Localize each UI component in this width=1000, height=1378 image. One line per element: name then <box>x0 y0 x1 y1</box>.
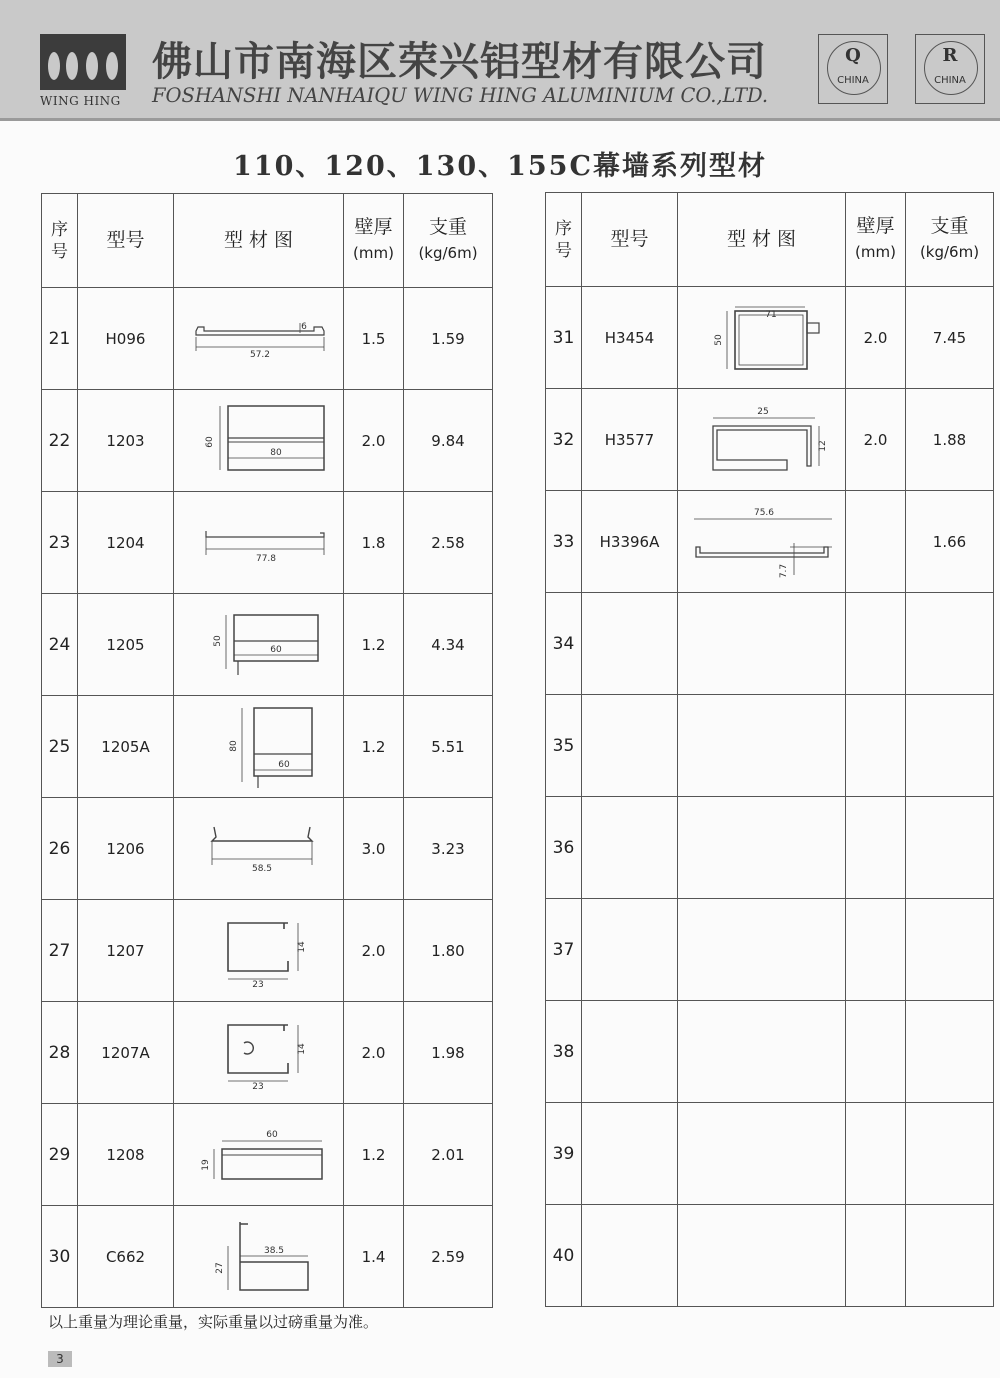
table-row <box>42 1002 493 1104</box>
row-weight: 4.34 <box>404 594 493 696</box>
profile-drawing <box>174 696 344 798</box>
row-weight: 7.45 <box>906 287 994 389</box>
row-wall <box>846 1103 906 1205</box>
row-wall: 1.2 <box>344 594 404 696</box>
profile-drawing <box>678 797 846 899</box>
row-weight: 2.59 <box>404 1206 493 1308</box>
table-row <box>546 593 994 695</box>
table-row <box>42 492 493 594</box>
dim-label: 71 <box>764 309 777 320</box>
table-header-row <box>546 193 994 287</box>
row-wall: 2.0 <box>846 389 906 491</box>
cert-r-badge <box>915 34 985 104</box>
table-header-row <box>42 194 493 288</box>
row-seq: 31 <box>546 287 582 389</box>
table-row <box>546 491 994 593</box>
profile-drawing <box>678 389 846 491</box>
dim-label: 23 <box>251 979 264 990</box>
table-row <box>42 594 493 696</box>
row-wall: 1.5 <box>344 288 404 390</box>
row-wall: 1.2 <box>344 696 404 798</box>
row-wall <box>846 1205 906 1307</box>
row-seq: 23 <box>42 492 78 594</box>
weight-unit: (kg/6m) <box>418 244 478 262</box>
col-header-drawing: 型 材 图 <box>678 193 846 287</box>
col-header-model: 型号 <box>582 193 678 287</box>
cert-r-country: CHINA <box>934 75 966 86</box>
table-row <box>546 1103 994 1205</box>
row-model: 1207 <box>78 900 174 1002</box>
profile-drawing <box>174 1104 344 1206</box>
dim-label: 23 <box>251 1081 264 1092</box>
dim-label: 60 <box>265 1129 278 1140</box>
weight-unit: (kg/6m) <box>919 243 980 261</box>
row-model: 1203 <box>78 390 174 492</box>
profile-drawing <box>678 695 846 797</box>
row-model <box>582 593 678 695</box>
dim-label: 14 <box>296 1042 307 1055</box>
row-model <box>582 1205 678 1307</box>
wall-label: 壁厚 <box>856 215 895 237</box>
row-model: C662 <box>78 1206 174 1308</box>
header-divider <box>0 118 1000 121</box>
company-name-cn: 佛山市南海区荣兴铝型材有限公司 <box>152 38 767 85</box>
profile-1204-drawing <box>184 513 334 573</box>
profile-1207a-drawing <box>184 1013 334 1093</box>
table-row <box>546 1205 994 1307</box>
table-row <box>546 1001 994 1103</box>
row-wall: 1.4 <box>344 1206 404 1308</box>
row-model: H3454 <box>582 287 678 389</box>
row-wall <box>846 695 906 797</box>
profile-table-left <box>41 193 493 1308</box>
table-row <box>42 1206 493 1308</box>
profile-1208-drawing <box>184 1115 334 1195</box>
row-seq: 34 <box>546 593 582 695</box>
col-header-weight <box>906 193 994 287</box>
row-wall <box>846 797 906 899</box>
row-wall <box>846 593 906 695</box>
profile-drawing <box>174 1002 344 1104</box>
table-row <box>546 899 994 1001</box>
table-row <box>546 797 994 899</box>
page-title: 110、120、130、155C幕墙系列型材 <box>233 151 767 182</box>
dim-label: 77.8 <box>255 553 276 564</box>
dim-label: 60 <box>277 759 290 770</box>
row-seq: 35 <box>546 695 582 797</box>
col-header-weight <box>404 194 493 288</box>
row-weight <box>906 1001 994 1103</box>
row-weight: 1.66 <box>906 491 994 593</box>
row-weight: 2.01 <box>404 1104 493 1206</box>
table-row <box>546 287 994 389</box>
profile-drawing <box>678 899 846 1001</box>
profile-drawing <box>678 593 846 695</box>
dim-label: 12 <box>817 439 828 452</box>
row-seq: 37 <box>546 899 582 1001</box>
dim-label: 75.6 <box>753 507 774 518</box>
row-model: H3577 <box>582 389 678 491</box>
row-wall: 1.8 <box>344 492 404 594</box>
dim-label: 80 <box>269 447 282 458</box>
profile-drawing <box>174 492 344 594</box>
row-model <box>582 1103 678 1205</box>
table-row <box>42 798 493 900</box>
profile-h096-drawing <box>184 309 334 369</box>
row-weight: 1.98 <box>404 1002 493 1104</box>
table-row <box>42 288 493 390</box>
row-weight: 9.84 <box>404 390 493 492</box>
row-wall: 2.0 <box>344 1002 404 1104</box>
wall-unit: (mm) <box>353 244 394 262</box>
weight-label: 支重 <box>930 215 969 237</box>
profile-1205a-drawing <box>184 702 334 792</box>
company-logo <box>40 34 126 90</box>
profile-drawing <box>678 1001 846 1103</box>
table-row <box>42 390 493 492</box>
dim-label: 38.5 <box>263 1245 284 1256</box>
profile-drawing <box>174 288 344 390</box>
profile-drawing <box>678 1205 846 1307</box>
row-seq: 21 <box>42 288 78 390</box>
profile-drawing <box>174 900 344 1002</box>
company-name-en: FOSHANSHI NANHAIQU WING HING ALUMINIUM CO.,LTD. <box>152 84 769 107</box>
row-seq: 36 <box>546 797 582 899</box>
row-model: 1205 <box>78 594 174 696</box>
row-seq: 26 <box>42 798 78 900</box>
row-model <box>582 797 678 899</box>
dim-label: 27 <box>214 1261 225 1274</box>
row-model <box>582 695 678 797</box>
row-weight <box>906 1205 994 1307</box>
row-wall: 2.0 <box>344 900 404 1002</box>
table-row <box>42 1104 493 1206</box>
row-model: H3396A <box>582 491 678 593</box>
profile-c662-drawing <box>184 1214 334 1300</box>
logo-text: WING HING <box>40 94 121 108</box>
row-wall <box>846 899 906 1001</box>
table-row <box>546 695 994 797</box>
row-seq: 38 <box>546 1001 582 1103</box>
dim-label: 19 <box>200 1158 211 1171</box>
col-header-wall <box>344 194 404 288</box>
col-header-drawing: 型 材 图 <box>174 194 344 288</box>
row-seq: 33 <box>546 491 582 593</box>
col-header-seq: 序号 <box>42 194 78 288</box>
row-weight <box>906 593 994 695</box>
profile-drawing <box>678 491 846 593</box>
row-model: H096 <box>78 288 174 390</box>
row-weight <box>906 899 994 1001</box>
row-weight: 3.23 <box>404 798 493 900</box>
profile-1205-drawing <box>184 605 334 685</box>
row-weight: 1.59 <box>404 288 493 390</box>
profile-h3577-drawing <box>687 400 837 480</box>
row-seq: 32 <box>546 389 582 491</box>
col-header-model: 型号 <box>78 194 174 288</box>
table-row <box>42 900 493 1002</box>
cert-r-letter: R <box>942 45 958 66</box>
row-seq: 29 <box>42 1104 78 1206</box>
col-header-wall <box>846 193 906 287</box>
row-seq: 39 <box>546 1103 582 1205</box>
row-wall: 2.0 <box>846 287 906 389</box>
row-weight: 1.80 <box>404 900 493 1002</box>
row-seq: 24 <box>42 594 78 696</box>
wall-label: 壁厚 <box>354 216 393 238</box>
col-header-seq: 序号 <box>546 193 582 287</box>
row-seq: 25 <box>42 696 78 798</box>
page-number: 3 <box>48 1351 72 1367</box>
table-row <box>42 696 493 798</box>
profile-table-right <box>545 192 994 1307</box>
table-row <box>546 389 994 491</box>
profile-drawing <box>678 1103 846 1205</box>
row-weight: 2.58 <box>404 492 493 594</box>
row-weight: 5.51 <box>404 696 493 798</box>
dim-label: 25 <box>756 406 769 417</box>
dim-label: 58.5 <box>251 863 272 874</box>
row-weight <box>906 695 994 797</box>
row-wall <box>846 491 906 593</box>
profile-drawing <box>174 594 344 696</box>
weight-label: 支重 <box>428 216 467 238</box>
profile-drawing <box>174 798 344 900</box>
dim-label: 50 <box>212 634 223 647</box>
profile-1203-drawing <box>184 398 334 484</box>
profile-h3454-drawing <box>687 295 837 381</box>
profile-1207-drawing <box>184 911 334 991</box>
dim-label: 14 <box>296 940 307 953</box>
cert-q-badge <box>818 34 888 104</box>
dim-label: 60 <box>269 644 282 655</box>
row-model: 1205A <box>78 696 174 798</box>
profile-drawing <box>174 1206 344 1308</box>
row-weight: 1.88 <box>906 389 994 491</box>
profile-1206-drawing <box>184 817 334 881</box>
footer-note: 以上重量为理论重量，实际重量以过磅重量为准。 <box>48 1313 379 1331</box>
profile-drawing <box>678 287 846 389</box>
row-model: 1208 <box>78 1104 174 1206</box>
dim-label: 57.2 <box>249 349 270 360</box>
dim-label: 7.7 <box>778 563 789 578</box>
row-seq: 22 <box>42 390 78 492</box>
dim-label: 60 <box>204 435 215 448</box>
cert-q-letter: Q <box>845 45 861 66</box>
row-seq: 27 <box>42 900 78 1002</box>
cert-q-country: CHINA <box>837 75 869 86</box>
row-wall <box>846 1001 906 1103</box>
row-model <box>582 1001 678 1103</box>
row-weight <box>906 797 994 899</box>
profile-drawing <box>174 390 344 492</box>
row-wall: 3.0 <box>344 798 404 900</box>
row-seq: 30 <box>42 1206 78 1308</box>
row-wall: 1.2 <box>344 1104 404 1206</box>
row-model: 1206 <box>78 798 174 900</box>
row-model: 1204 <box>78 492 174 594</box>
row-seq: 28 <box>42 1002 78 1104</box>
wall-unit: (mm) <box>855 243 896 261</box>
dim-label: 50 <box>713 333 724 346</box>
dim-label: 6 <box>300 321 307 332</box>
row-model <box>582 899 678 1001</box>
row-model: 1207A <box>78 1002 174 1104</box>
row-wall: 2.0 <box>344 390 404 492</box>
row-weight <box>906 1103 994 1205</box>
dim-label: 80 <box>228 739 239 752</box>
profile-h3396a-drawing <box>682 499 842 585</box>
row-seq: 40 <box>546 1205 582 1307</box>
